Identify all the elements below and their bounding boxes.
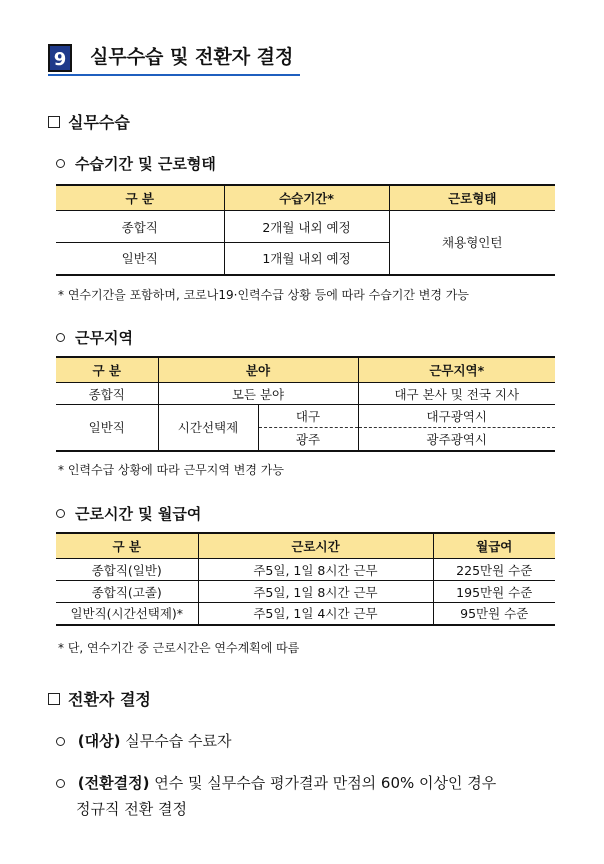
- conversion-item-decision: [56, 771, 566, 795]
- hours-row-pay: 225만원 수준: [433, 559, 555, 581]
- conversion-heading-text: 전환자 결정: [68, 690, 151, 709]
- circle-bullet-icon: [56, 737, 65, 746]
- period-row-value: 1개월 내외 예정: [224, 243, 389, 275]
- location-city: 대구: [258, 405, 358, 428]
- location-clerical-field: 시간선택제: [158, 405, 258, 451]
- conversion-item-text-continued: 정규직 전환 결정: [76, 800, 187, 818]
- circle-bullet-icon: [56, 779, 65, 788]
- conversion-item-text: 연수 및 실무수습 평가결과 만점의 60% 이상인 경우: [154, 774, 497, 792]
- period-row-category: 일반직: [56, 243, 224, 275]
- conversion-item-label: (대상): [77, 732, 121, 750]
- location-note: * 인력수급 상황에 따라 근무지역 변경 가능: [58, 463, 284, 477]
- hours-row-hours: 주5일, 1일 4시간 근무: [198, 603, 433, 625]
- square-bullet-icon: [48, 693, 60, 705]
- location-general-field: 모든 분야: [158, 383, 358, 405]
- location-table: [56, 356, 555, 452]
- square-bullet-icon: [48, 116, 60, 128]
- location-general-region: 대구 본사 및 전국 지사: [358, 383, 555, 405]
- location-city: 광주: [258, 428, 358, 451]
- location-col-region: 근무지역*: [358, 357, 555, 383]
- period-row-value: 2개월 내외 예정: [224, 211, 389, 243]
- location-general-category: 종합직: [56, 383, 158, 405]
- hours-col-category: 구 분: [56, 533, 198, 559]
- employment-type: 채용형인턴: [389, 211, 555, 275]
- conversion-heading: [48, 687, 151, 710]
- conversion-item-label: (전환결정): [77, 774, 150, 792]
- conversion-item-target: [56, 729, 231, 753]
- section-underline: [48, 74, 300, 76]
- hours-row-category: 일반직(시간선택제)*: [56, 603, 198, 625]
- location-col-field: 분야: [158, 357, 358, 383]
- internship-heading: [48, 110, 130, 133]
- hours-row-category: 종합직(일반): [56, 559, 198, 581]
- location-heading-text: 근무지역: [75, 329, 133, 347]
- period-col-category: 구 분: [56, 185, 224, 211]
- section-title: 실무수습 및 전환자 결정: [90, 46, 294, 68]
- period-row-category: 종합직: [56, 211, 224, 243]
- hours-row-category: 종합직(고졸): [56, 581, 198, 603]
- period-heading-text: 수습기간 및 근로형태: [75, 155, 216, 173]
- location-city-region: 대구광역시: [358, 405, 555, 428]
- period-col-period: 수습기간*: [224, 185, 389, 211]
- hours-note: * 단, 연수기간 중 근로시간은 연수계획에 따름: [58, 641, 300, 655]
- hours-row-hours: 주5일, 1일 8시간 근무: [198, 581, 433, 603]
- hours-col-pay: 월급여: [433, 533, 555, 559]
- hours-table: [56, 532, 555, 626]
- hours-row-hours: 주5일, 1일 8시간 근무: [198, 559, 433, 581]
- conversion-item-text: 실무수습 수료자: [125, 732, 232, 750]
- hours-col-hours: 근로시간: [198, 533, 433, 559]
- circle-bullet-icon: [56, 333, 65, 342]
- hours-row-pay: 95만원 수준: [433, 603, 555, 625]
- section-number: 9: [48, 44, 72, 72]
- location-city-region: 광주광역시: [358, 428, 555, 451]
- period-heading: [56, 153, 216, 174]
- internship-heading-text: 실무수습: [68, 113, 130, 132]
- period-col-type: 근로형태: [389, 185, 555, 211]
- hours-heading: [56, 503, 201, 524]
- circle-bullet-icon: [56, 509, 65, 518]
- circle-bullet-icon: [56, 159, 65, 168]
- location-clerical-category: 일반직: [56, 405, 158, 451]
- location-col-category: 구 분: [56, 357, 158, 383]
- period-table: [56, 184, 555, 276]
- hours-heading-text: 근로시간 및 월급여: [75, 505, 202, 523]
- period-note: * 연수기간을 포함하며, 코로나19·인력수급 상황 등에 따라 수습기간 변경 가능: [58, 288, 469, 302]
- hours-row-pay: 195만원 수준: [433, 581, 555, 603]
- location-heading: [56, 327, 133, 348]
